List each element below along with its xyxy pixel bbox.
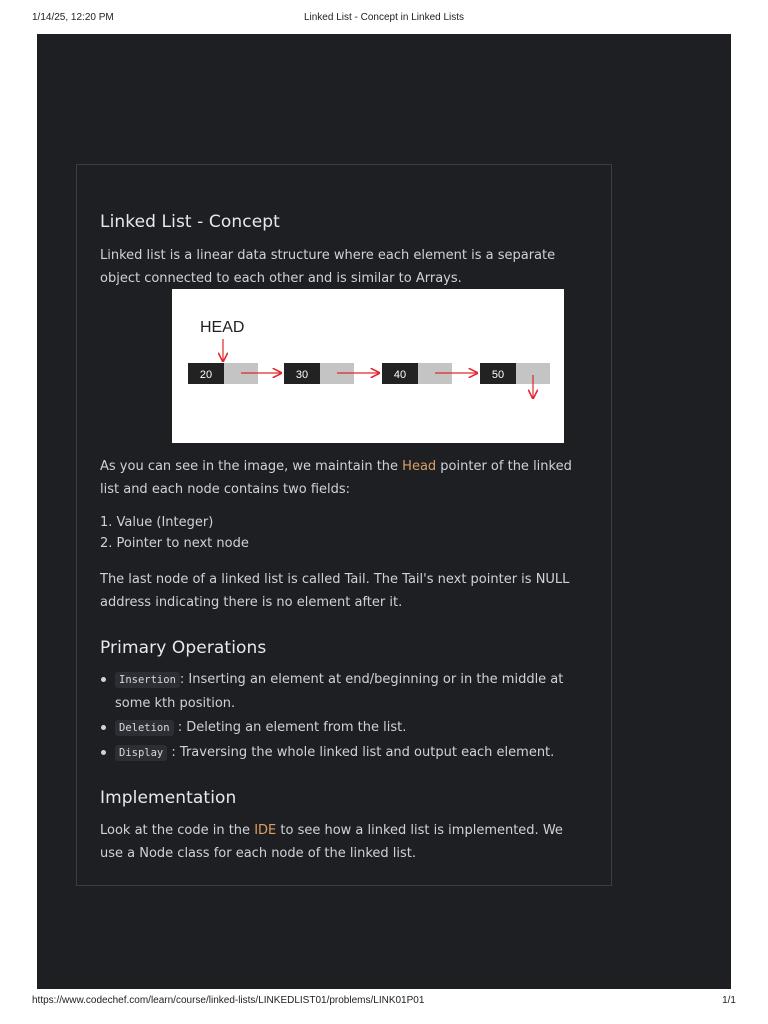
print-url: https://www.codechef.com/learn/course/linked-lists/LINKEDLIST01/problems/LINK01P01 [32, 995, 425, 1006]
operations-list [100, 668, 590, 765]
node-value: 30 [295, 369, 309, 381]
list-item: 2. Pointer to next node [100, 536, 249, 551]
node-value: 20 [199, 369, 213, 381]
paragraph-text: to see how a linked list is implemented. We use a Node class for each node of the linked list. [100, 823, 563, 861]
head-pointer-paragraph [100, 455, 590, 501]
implementation-heading: Implementation [100, 788, 237, 808]
operation-description: : Inserting an element at end/beginning or in the middle at some kth position. [115, 672, 564, 711]
print-footer [0, 995, 768, 1009]
print-page-counter: 1/1 [722, 995, 736, 1006]
list-item [100, 716, 590, 740]
print-datetime: 1/14/25, 12:20 PM [32, 12, 114, 23]
linked-list-svg [172, 289, 564, 443]
print-doc-title: Linked List - Concept in Linked Lists [303, 12, 465, 23]
linked-list-diagram [172, 289, 564, 443]
bullet-icon [101, 750, 106, 755]
list-node-4 [480, 363, 550, 384]
bullet-icon [101, 677, 106, 682]
list-item [100, 668, 590, 715]
node-value: 50 [491, 369, 505, 381]
concept-intro: Linked list is a linear data structure where each element is a separate object connected to each other and is similar to Arrays. [100, 248, 556, 286]
lesson-card [76, 164, 612, 886]
list-item: 1. Value (Integer) [100, 515, 214, 530]
paragraph-text: Look at the code in the [100, 823, 255, 838]
operations-heading: Primary Operations [100, 638, 267, 658]
list-item [100, 741, 590, 765]
implementation-paragraph [100, 819, 590, 865]
tail-paragraph: The last node of a linked list is called Tail. The Tail's next pointer is NULL address indicating there is no element after it. [100, 572, 570, 610]
code-insertion: Insertion [115, 672, 180, 688]
ide-link[interactable]: IDE [254, 823, 277, 838]
operation-description: : Traversing the whole linked list and output each element. [167, 745, 555, 760]
code-deletion: Deletion [115, 720, 174, 736]
head-label: HEAD [200, 319, 245, 336]
operation-description: : Deleting an element from the list. [173, 720, 407, 735]
bullet-icon [101, 725, 106, 730]
paragraph-text: As you can see in the image, we maintain the [100, 459, 403, 474]
node-fields-list [100, 512, 249, 554]
paragraph-text: pointer of the linked list and each node contains two fields: [100, 459, 572, 497]
print-header [0, 12, 768, 26]
head-highlight: Head [402, 459, 437, 474]
concept-heading: Linked List - Concept [100, 212, 280, 232]
code-display: Display [115, 745, 167, 761]
node-value: 40 [393, 369, 407, 381]
